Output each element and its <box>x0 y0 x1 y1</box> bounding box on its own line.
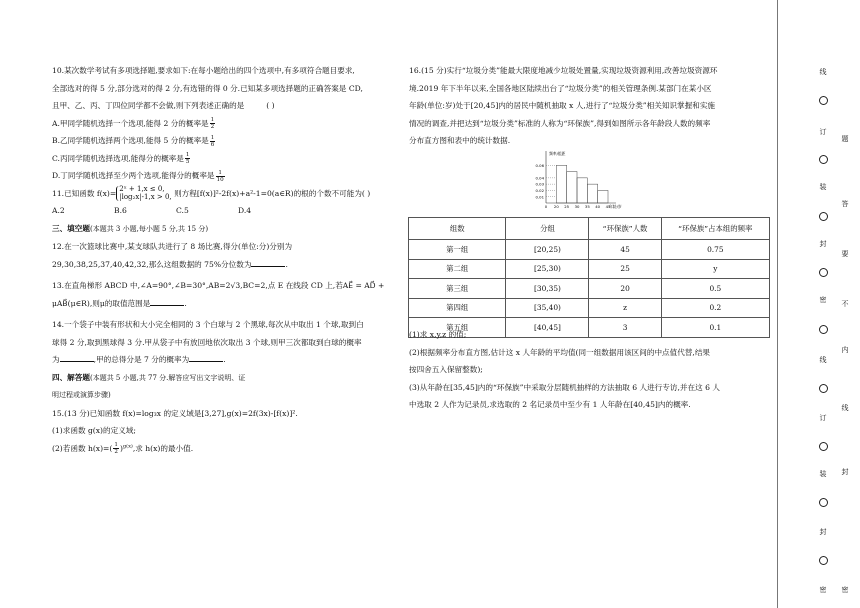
q13-line1: 13.在直角梯形 ABCD 中,∠A=90°,∠B=30°,AB=2√3,BC=2,点 E 在线段 CD 上,若AE⃗ = AD⃗ + <box>52 281 385 290</box>
q16-line3: 年龄(单位:岁)处于[20,45]内的居民中随机抽取 x 人,进行了“垃圾分类”相关知识掌握和实施 <box>409 101 716 110</box>
q16-sub2a: (2)根据频率分布直方图,估计这 x 人年龄的平均值(同一组数据用该区间的中点值代替,结果 <box>409 347 711 357</box>
table-cell: 0.2 <box>661 298 769 318</box>
q13-line2: μAB⃗(μ∈R),则μ的取值范围是 . <box>52 295 382 313</box>
binding-circle-icon <box>819 155 828 164</box>
table-row <box>409 298 770 318</box>
q16-line5: 分布直方图和表中的统计数据. <box>409 136 511 145</box>
binding-char: 密 <box>819 296 827 304</box>
binding-char: 要 <box>841 250 849 258</box>
x-tick-label: 25 <box>564 204 570 209</box>
q14-line1: 14.一个袋子中装有形状和大小完全相同的 3 个白球与 2 个黑球,每次从中取出 1 个球,取到白 <box>52 320 364 329</box>
binding-char: 密 <box>841 586 849 594</box>
x-tick-label: 20 <box>553 204 559 209</box>
q10-option-c: C.丙同学随机选择选项,能得分的概率是 $\frac{1}{5}$ <box>52 152 190 165</box>
q16-subquestions <box>409 326 769 414</box>
table-header: 分组 <box>506 218 589 240</box>
answer-blank <box>189 352 223 362</box>
binding-char: 封 <box>819 240 827 248</box>
q12-line2: 29,30,38,25,37,40,42,32,那么这组数据的 75%分位数为 . <box>52 256 382 274</box>
x-tick-label: 30 <box>574 204 580 209</box>
binding-char: 线 <box>841 404 849 412</box>
q16-line4: 情况的调查,并把达到“垃圾分类”标准的人称为“环保族”,得到如图所示各年龄段人数的频率 <box>409 118 711 128</box>
binding-circle-icon <box>819 556 828 565</box>
binding-char: 内 <box>841 346 849 354</box>
binding-char: 题 <box>841 135 849 143</box>
table-row <box>409 240 770 260</box>
table-cell: 0.1 <box>661 318 769 338</box>
q10-stem-line2: 全部选对的得 5 分,部分选对的得 2 分,有选错的得 0 分.已知某多项选择题的正确答案是 CD, <box>52 83 363 93</box>
q11-stem: 11.已知函数 f(x)= 2ˣ + 1,x ≤ 0, |log₂x|-1,x > 0, 则方程[f(x)]²-2f(x)+a²-1=0(a∈R)的根的个数不可能为( ) <box>52 185 371 201</box>
histogram-bar <box>598 190 608 203</box>
q10-stem-line3: 且甲、乙、丙、丁四位同学都不会做,则下列表述正确的是 ( ) <box>52 101 275 110</box>
section-4-note: 明过程或演算步骤) <box>52 391 111 399</box>
frequency-histogram <box>528 151 628 213</box>
histogram-bar <box>577 178 587 203</box>
binding-char: 装 <box>819 183 827 191</box>
y-tick-label: 0.06 <box>535 162 544 168</box>
x-axis-label: 年龄/岁 <box>609 204 622 209</box>
answer-blank <box>150 296 184 306</box>
binding-char: 答 <box>841 200 849 208</box>
q15-line2: (1)求函数 g(x)的定义域; <box>52 426 136 435</box>
binding-circle-icon <box>819 325 828 334</box>
binding-circle-icon <box>819 498 828 507</box>
q10-stem-line1: 10.某次数学考试有多项选择题,要求如下:在每小题给出的四个选项中,有多项符合题目要求, <box>52 66 355 75</box>
binding-circle-icon <box>819 96 828 105</box>
q15-line3: (2)若函数 h(x)=( $\frac{1}{2}$ )$^{g(x)}$,求 h(x)的最小值. <box>52 442 194 455</box>
table-row <box>409 279 770 299</box>
table-header: 组数 <box>409 218 506 240</box>
table-cell: [35,40) <box>506 298 589 318</box>
histogram-bar <box>567 172 577 203</box>
binding-char: 封 <box>819 528 827 536</box>
q16-sub3a: (3)从年龄在[35,45]内的“环保族”中采取分层随机抽样的方法抽取 6 人进行专访,并在这 6 人 <box>409 382 720 392</box>
binding-char: 订 <box>819 128 827 136</box>
table-cell: 0.75 <box>661 240 769 260</box>
statistics-table <box>408 217 770 338</box>
table-cell: 第五组 <box>409 318 506 338</box>
y-tick-label: 0.04 <box>535 175 544 181</box>
y-axis-label: 频率/组距 <box>549 151 566 156</box>
table-cell: [25,30) <box>506 259 589 279</box>
table-row <box>409 259 770 279</box>
q14-line2: 球得 2 分,取到黑球得 3 分.甲从袋子中有放回地依次取出 3 个球,则甲三次都取到白球的概率 <box>52 337 362 347</box>
table-cell: 25 <box>589 259 661 279</box>
section-3-heading: 三、填空题(本题共 3 小题,每小题 5 分,共 15 分) <box>52 223 209 233</box>
binding-char: 封 <box>841 468 849 476</box>
answer-blank <box>251 257 285 267</box>
q11-options: A.2 B.6 C.5 D.4 <box>52 206 252 215</box>
y-tick-label: 0.02 <box>535 188 544 194</box>
table-cell: [30,35) <box>506 279 589 299</box>
x-tick-label: 35 <box>584 204 590 209</box>
q16-sub2b: 按四舍五入保留整数); <box>409 365 483 374</box>
table-cell: y <box>661 259 769 279</box>
section-4-heading: 四、解答题(本题共 5 小题,共 77 分.解答应写出文字说明、证 <box>52 372 246 382</box>
q10-option-b: B.乙同学随机选择两个选项,能得 5 分的概率是 $\frac{1}{6}$ <box>52 134 215 148</box>
table-cell: 20 <box>589 279 661 299</box>
x-tick-label: 45 <box>605 204 611 209</box>
binding-circle-icon <box>819 384 828 393</box>
table-cell: 45 <box>589 240 661 260</box>
q16-line2: 境.2019 年下半年以来,全国各地区陆续出台了“垃圾分类”的相关管理条例.某部门在某小区 <box>409 83 712 93</box>
table-header-row <box>409 218 770 240</box>
table-cell: [20,25) <box>506 240 589 260</box>
binding-char: 线 <box>819 356 827 364</box>
binding-char: 订 <box>819 414 827 422</box>
table-cell: 3 <box>589 318 661 338</box>
binding-circle-icon <box>819 212 828 221</box>
table-cell: 第二组 <box>409 259 506 279</box>
right-column <box>409 62 769 150</box>
table-cell: 第三组 <box>409 279 506 299</box>
binding-line <box>777 0 778 608</box>
binding-char: 线 <box>819 68 827 76</box>
table-header: “环保族”占本组的频率 <box>661 218 769 240</box>
binding-char: 不 <box>841 300 849 308</box>
x-tick-label: 40 <box>595 204 601 209</box>
table-cell: 0.5 <box>661 279 769 299</box>
q16-sub3b: 中选取 2 人作为记录员,求选取的 2 名记录员中至少有 1 人年龄在[40,45]内的概率. <box>409 400 691 409</box>
table-cell: z <box>589 298 661 318</box>
binding-circle-icon <box>819 442 828 451</box>
binding-char: 装 <box>819 470 827 478</box>
table-cell: [40,45] <box>506 318 589 338</box>
y-tick-label: 0.01 <box>535 194 544 200</box>
binding-circle-icon <box>819 268 828 277</box>
q10-option-d: D.丁同学随机选择至少两个选项,能得分的概率是 $\frac{1}{10}$ <box>52 169 224 183</box>
table-cell: 第四组 <box>409 298 506 318</box>
q10-option-a: A.甲同学随机选择一个选项,能得 2 分的概率是 $\frac{1}{2}$ <box>52 117 215 130</box>
histogram-bar <box>556 165 566 203</box>
table-header: “环保族”人数 <box>589 218 661 240</box>
table-cell: 第一组 <box>409 240 506 260</box>
q14-line3: 为 ,甲的总得分是 7 分的概率为 . <box>52 351 382 369</box>
y-tick-label: 0.03 <box>535 181 544 187</box>
binding-char: 密 <box>819 586 827 594</box>
q16-line1: 16.(15 分)实行“垃圾分类”能最大限度地减少垃圾处置量,实现垃圾资源利用,改善垃圾资源环 <box>409 66 718 75</box>
left-column <box>52 62 385 457</box>
histogram-bar <box>587 184 597 203</box>
answer-blank <box>60 352 94 362</box>
x-tick-label: 0 <box>544 204 548 209</box>
q12-line1: 12.在一次篮球比赛中,某支球队共进行了 8 场比赛,得分(单位:分)分别为 <box>52 242 293 251</box>
q16-sub1: (1)求 x,y,z 的值; <box>409 330 467 339</box>
q15-line1: 15.(13 分)已知函数 f(x)=log₃x 的定义域是[3,27],g(x)=2f(3x)-[f(x)]². <box>52 408 298 418</box>
